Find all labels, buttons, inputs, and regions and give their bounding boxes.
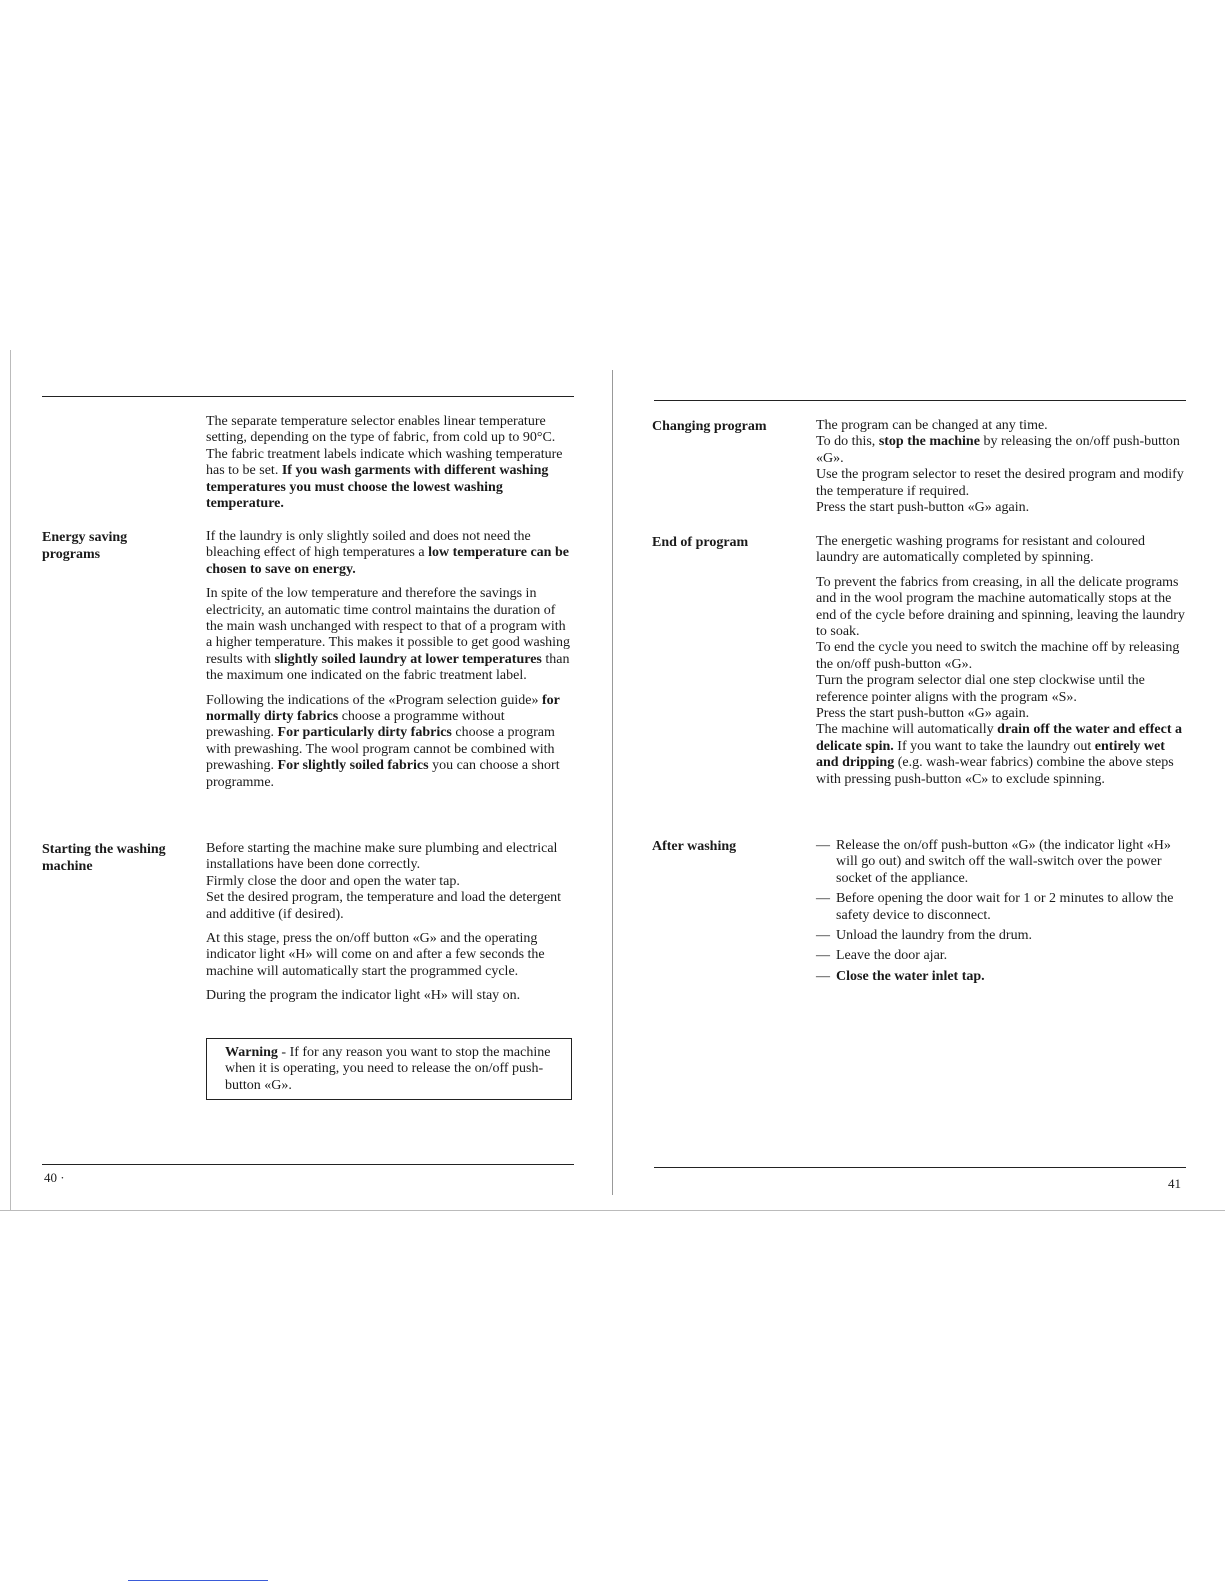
end-program-section: The energetic washing programs for resistant and coloured laundry are automatically completed by spinning. To prevent the fabrics from creasing, in all the delicate programs and in the wool program the machine automatically stops at the end of the cycle before draining and spinning, leaving the laundry to soak. To end the cycle you need to switch the machine off by releasing the on/off push-button «G». Turn the program selector dial one step clockwise until the reference pointer aligns with the program «S». Press the start push-button «G» again. The machine will automatically drain off the water and effect a delicate spin. If you want to take the laundry out entirely wet and dripping (e.g. wash-wear fabrics) combine the above steps with pressing push-button «C» to exclude spinning. — [816, 534, 1185, 787]
list-item: — Before opening the door wait for 1 or 2 minutes to allow the safety device to disconnect. — [816, 891, 1188, 924]
left-scan-edge — [10, 350, 11, 1210]
end-program-heading: End of program — [652, 535, 749, 550]
starting-washing-section: Before starting the machine make sure plumbing and electrical installations have been done correctly. Firmly close the door and open the water tap. Set the desired program, the temperature and load the detergent and additive (if desired). At this stage, press the on/off button «G» and the operating indicator light «H» will come on and after a few seconds the machine will automatically start the programmed cycle. During the program the indicator light «H» will stay on. — [206, 841, 562, 1004]
changing-program-section: The program can be changed at any time. To do this, stop the machine by releasing the on/off push-button «G». Use the program selector to reset the desired program and modify the temperature if required. Press the start push-button «G» again. — [816, 418, 1184, 516]
changing-program-heading: Changing program — [652, 419, 767, 434]
center-gutter-line — [612, 370, 613, 1195]
left-bottom-rule — [42, 1164, 574, 1165]
list-item: — Close the water inlet tap. — [816, 969, 1188, 985]
warning-box: Warning - If for any reason you want to stop the machine when it is operating, you need to release the on/off push-button «G». — [206, 1038, 572, 1100]
list-item: — Leave the door ajar. — [816, 948, 1188, 964]
right-top-rule — [654, 400, 1186, 401]
page-number-left: 40 · — [44, 1170, 65, 1185]
after-washing-heading: After washing — [652, 839, 737, 854]
left-top-rule — [42, 396, 574, 397]
after-washing-list — [816, 838, 1188, 985]
list-item: — Unload the laundry from the drum. — [816, 928, 1188, 944]
page-number-right: 41 — [1168, 1176, 1181, 1191]
list-item: — Release the on/off push-button «G» (the indicator light «H» will go out) and switch off the wall-switch over the power socket of the appliance. — [816, 838, 1188, 887]
energy-saving-section: If the laundry is only slightly soiled and does not need the bleaching effect of high temperatures a low temperature can be chosen to save on energy. In spite of the low temperature and therefore the savings in electricity, an automatic time control maintains the duration of the main wash unchanged with respect to that of a program with a higher temperature. This makes it possible to get good washing results with slightly soiled laundry at lower temperatures than the maximum one indicated on the fabric treatment label. Following the indications of the «Program selection guide» for normally dirty fabrics choose a programme without prewashing. For particularly dirty fabrics choose a program with prewashing. The wool program cannot be combined with prewashing. For slightly soiled fabrics you can choose a short programme. — [206, 529, 571, 790]
after-washing-section — [816, 838, 1188, 989]
energy-saving-heading: Energy saving programs — [42, 530, 128, 562]
bottom-scan-edge — [0, 1210, 1225, 1211]
bottom-link-bar — [128, 1580, 268, 1581]
intro-paragraph: The separate temperature selector enables linear temperature setting, depending on the type of fabric, from cold up to 90°C. The fabric treatment labels indicate which washing temperature has to be set. If you wash garments with different washing temperatures you must choose the lowest washing temperature. — [206, 414, 563, 512]
starting-washing-heading: Starting the washing machine — [42, 842, 166, 874]
right-bottom-rule — [654, 1167, 1186, 1168]
